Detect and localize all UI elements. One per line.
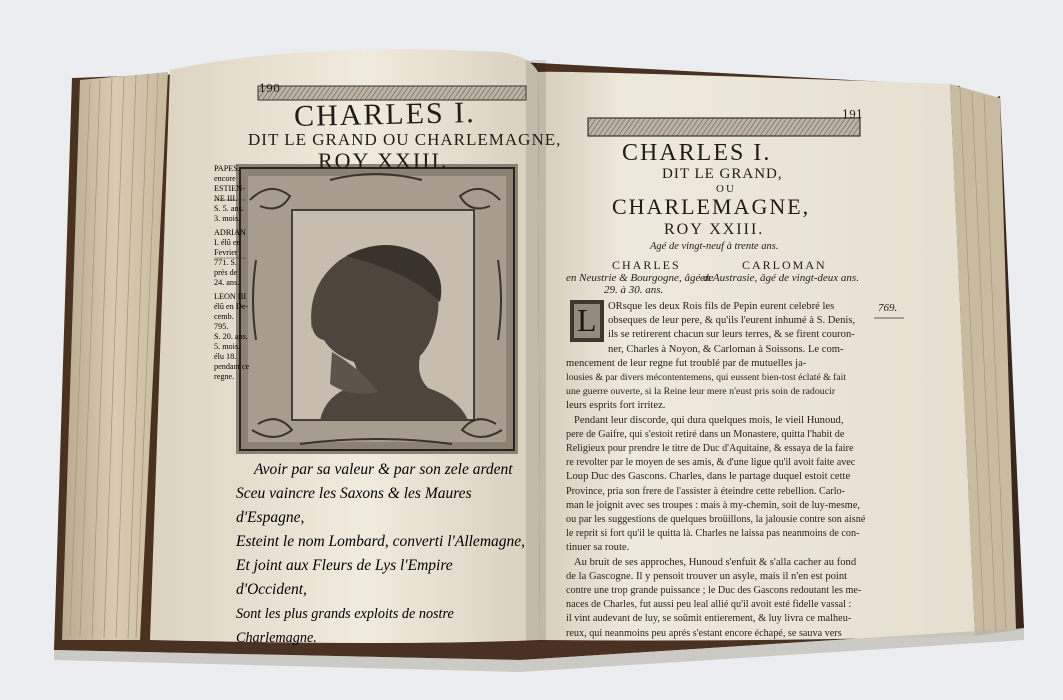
margin-note-line: NE III. <box>214 194 238 203</box>
body-line: man le joignit avec ses troupes : mais à my-chemin, soit de luy-mesme, <box>566 499 860 511</box>
right-page-subtitle: DIT LE GRAND, <box>662 166 783 182</box>
drop-cap-letter: L <box>577 302 597 338</box>
margin-note-line: près de <box>214 268 238 277</box>
margin-note-line: 771. S. <box>214 258 237 267</box>
body-line: Religieux pour prendre le titre de Duc d'Aquitaine, & essaya de la faire <box>566 443 854 455</box>
body-line: pere de Gaifre, qui s'estoit retiré dans un Monastere, quitta l'habit de <box>566 428 845 440</box>
body-line: ORsque les deux Rois fils de Pepin eurent celebré les <box>608 301 835 312</box>
body-line: ou par les suggestions de quelques broüillons, la jalousie contre son aisné <box>566 514 866 526</box>
body-text <box>566 300 876 641</box>
side-year-number: 769. <box>878 302 898 314</box>
ornament-bar-right <box>588 118 860 136</box>
margin-note-line: S. 5. ans. <box>214 204 244 213</box>
body-line: le reprit si fort qu'il le quitta là. Charles ne laissa pas neanmoins de con- <box>566 528 860 540</box>
margin-note-line: cemb. 795. <box>214 312 234 331</box>
body-line: Province, pria son frere de l'assister à éteindre cette rebellion. Carlo- <box>566 485 846 497</box>
margin-note-line: 5. mois. <box>214 342 241 351</box>
body-line: Loup Duc des Gascons. Charles, dans le partage duquel estoit cette <box>566 471 851 483</box>
left-page-subtitle: DIT LE GRAND OU CHARLEMAGNE, <box>248 130 562 149</box>
verse-line: Sceu vaincre les Saxons & les Maures d'Espagne, <box>236 485 472 526</box>
body-line: lousies & par divers mécontentemens, qui eussent bien-tost éclaté & fait <box>566 372 847 384</box>
portrait-engraving <box>236 164 518 454</box>
verse-block <box>236 458 526 650</box>
body-line: obseques de leur pere, & qu'ils l'eurent inhumé à S. Denis, <box>608 315 856 327</box>
body-line: tinuer sa route. <box>566 542 630 554</box>
margin-note-line: LEON III <box>214 292 247 301</box>
verse-line: Sont les plus grands exploits de nostre Charlemagne. <box>236 606 454 646</box>
body-line: une guerre ouverte, si la Reine leur mere n'eust pris soin de radoucir <box>566 386 836 398</box>
right-page-title-2: CHARLEMAGNE, <box>612 194 811 219</box>
body-line: de la Gascogne. Il y pensoit trouver un asyle, mais il n'en est point <box>566 570 848 582</box>
margin-note-line: Fevrier <box>214 248 238 257</box>
body-line: ils se retirerent chacun sur leurs terres, & se firent couron- <box>608 329 855 341</box>
body-line: Au bruit de ses approches, Hunoud s'enfuit & s'alla cacher au fond <box>574 556 857 568</box>
margin-note-line: regne. <box>214 372 235 381</box>
margin-note-line: ADRIAN <box>214 228 246 237</box>
left-page-title: CHARLES I. <box>293 96 477 133</box>
margin-note-line: élu 18. <box>214 352 237 361</box>
margin-note-line: PAPES. <box>214 164 240 173</box>
margin-note-line: 3. mois. <box>214 214 241 223</box>
verse-line: Avoir par sa valeur & par son zele ardent <box>254 461 513 478</box>
col-right-name: CARLOMAN <box>742 258 827 272</box>
right-page-ou: OU <box>716 183 736 195</box>
verse-line: Esteint le nom Lombard, converti l'Allemagne, <box>236 533 526 550</box>
verse-line: Et joint aux Fleurs de Lys l'Empire d'Occident, <box>236 557 453 598</box>
col-left-detail: 29. à 30. ans. <box>604 284 664 296</box>
col-left-name: CHARLES <box>612 258 681 272</box>
body-line: Pendant leur discorde, qui dura quelques mois, le vieil Hunoud, <box>574 414 844 426</box>
col-right-detail: en Austrasie, âgé de vingt-deux ans. <box>700 272 859 284</box>
margin-note-line: I. élû en <box>214 238 241 247</box>
body-line: reux, qui neanmoins peu aprés s'estant encore échapé, se sauva vers <box>566 627 842 639</box>
margin-note-line: S. 20. ans. <box>214 332 248 341</box>
margin-note-line: ESTIEN- <box>214 184 245 193</box>
body-line: leurs esprits fort irritez. <box>566 400 666 412</box>
margin-note-line: élû en De- <box>214 302 249 311</box>
body-line: ner, Charles à Noyon, & Carloman à Soissons. Le com- <box>608 343 844 355</box>
body-line: contre une trop grande puissance ; le Duc des Gascons redoutant les me- <box>566 585 862 597</box>
body-line: naces de Charles, fut aussi peu leal allié qu'il avoit esté fidelle vassal : <box>566 599 852 611</box>
col-left-detail: en Neustrie & Bourgogne, âgé de <box>566 272 714 284</box>
body-line: mencement de leur regne fut troublé par de mutuelles ja- <box>566 357 807 369</box>
right-page-roy: ROY XXIII. <box>664 221 765 238</box>
left-page-roy: ROY XXIII. <box>318 148 449 173</box>
body-line: re revolter par le moyen de ses amis, & d'une ligue qu'il avoit faite avec <box>566 457 856 469</box>
margin-note-line: encore <box>214 174 236 183</box>
left-margin-note <box>214 164 250 382</box>
right-page-age: Agé de vingt-neuf à trente ans. <box>650 241 779 252</box>
left-page-number: 190 <box>259 82 280 95</box>
margin-note-line: 24. ans. <box>214 278 240 287</box>
right-page-number: 191 <box>842 108 863 121</box>
right-page-title: CHARLES I. <box>622 140 772 166</box>
margin-note-line: pendant ce <box>214 362 250 371</box>
body-line: il vint audevant de luy, se soûmit entierement, & luy livra ce malheu- <box>566 613 852 625</box>
